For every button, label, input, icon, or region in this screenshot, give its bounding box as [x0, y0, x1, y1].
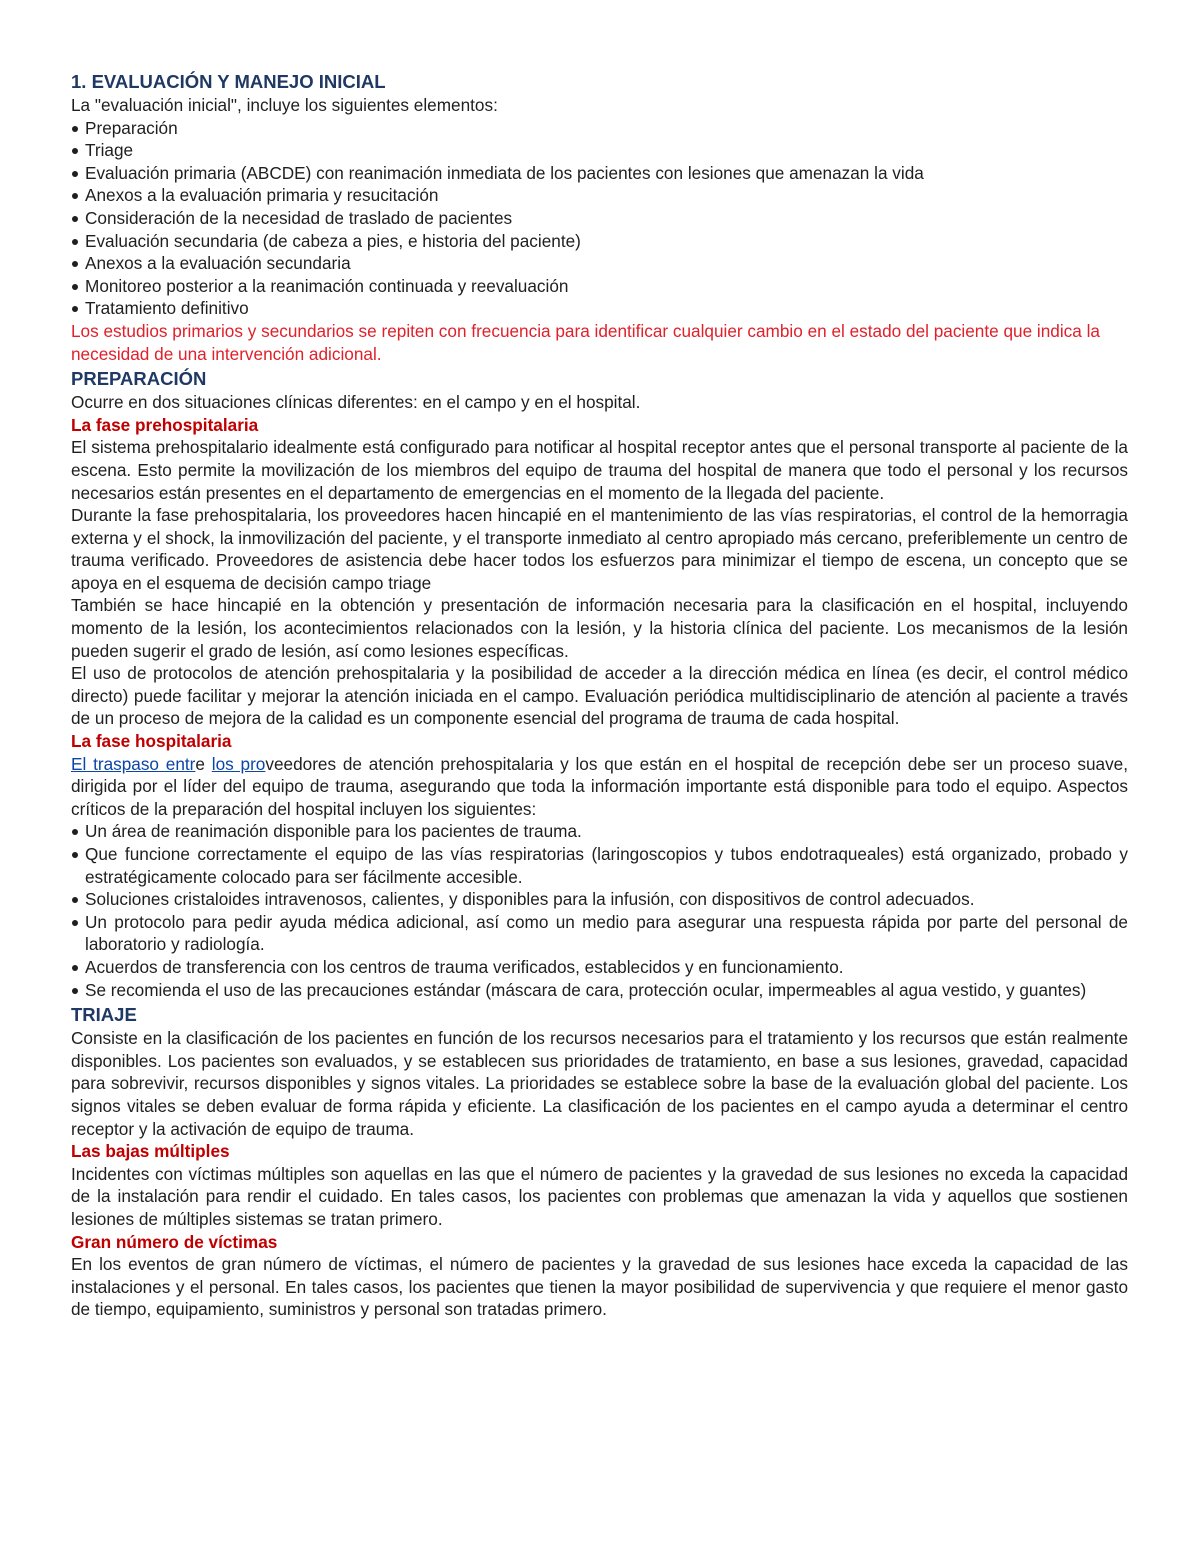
- list-item: Monitoreo posterior a la reanimación continuada y reevaluación: [71, 275, 1128, 298]
- hospital-preparation-list: [71, 820, 1128, 1001]
- text-fragment: e: [195, 753, 212, 774]
- subsection-title-gran-numero: Gran número de víctimas: [71, 1231, 278, 1252]
- paragraph: Durante la fase prehospitalaria, los proveedores hacen hincapié en el mantenimiento de las vías respiratorias, el control de la hemorragia externa y el shock, la inmovilización del paciente, y el transporte inmediato al centro apropiado más cercano, preferiblemente un centro de trauma verificado. Proveedores de asistencia debe hacer todos los esfuerzos para minimizar el tiempo de escena, un concepto que se apoya en el esquema de decisión campo triage: [71, 505, 1128, 593]
- providers-link[interactable]: los pro: [211, 753, 266, 774]
- paragraph: Consiste en la clasificación de los pacientes en función de los recursos necesarios para el tratamiento y los recursos que están realmente disponibles. Los pacientes son evaluados, y se establecen sus prioridades de tratamiento, en base a sus lesiones, gravedad, capacidad para sobrevivir, recursos disponibles y signos vitales. La prioridades se establece sobre la base de la evaluación global del paciente. Los signos vitales se deben evaluar de forma rápida y eficiente. La clasificación de los pacientes en el campo ayuda a determinar el centro receptor y la activación de equipo de trauma.: [71, 1028, 1128, 1139]
- section-title-triaje: TRIAJE: [71, 1004, 137, 1026]
- text-fragment: veedores de atención prehospitalaria y los que están en el hospital de recepción debe ser un proceso suave, dirigida por el líder del equipo de trauma, asegurando que toda la información importante está disponible para todo el equipo. Aspectos críticos de la preparación del hospital incluyen los siguientes:: [71, 753, 1128, 819]
- list-item: Preparación: [71, 117, 1128, 140]
- list-item: Evaluación secundaria (de cabeza a pies, e historia del paciente): [71, 230, 1128, 253]
- preparacion-intro: Ocurre en dos situaciones clínicas diferentes: en el campo y en el hospital.: [71, 392, 641, 413]
- subsection-title-prehospitalaria: La fase prehospitalaria: [71, 414, 259, 435]
- list-item: Un protocolo para pedir ayuda médica adicional, así como un medio para asegurar una respuesta rápida por parte del personal de laboratorio y radiología.: [71, 911, 1128, 956]
- paragraph: El uso de protocolos de atención prehospitalaria y la posibilidad de acceder a la dirección médica en línea (es decir, el control médico directo) puede facilitar y mejorar la atención iniciada en el campo. Evaluación periódica multidisciplinario de atención al paciente a través de un proceso de mejora de la calidad es un componente esencial del programa de trauma de cada hospital.: [71, 663, 1128, 729]
- list-item: Acuerdos de transferencia con los centros de trauma verificados, establecidos y en funcionamiento.: [71, 956, 1128, 979]
- section-title-preparacion: PREPARACIÓN: [71, 368, 207, 390]
- list-item: Anexos a la evaluación secundaria: [71, 252, 1128, 275]
- paragraph: En los eventos de gran número de víctimas, el número de pacientes y la gravedad de sus lesiones hace exceda la capacidad de las instalaciones y el personal. En tales casos, los pacientes que tienen la mayor posibilidad de supervivencia y que requiere el menor gasto de tiempo, equipamiento, suministros y personal son tratadas primero.: [71, 1254, 1128, 1320]
- list-item: Un área de reanimación disponible para los pacientes de trauma.: [71, 820, 1128, 843]
- paragraph: El sistema prehospitalario idealmente está configurado para notificar al hospital receptor antes que el personal transporte al paciente de la escena. Esto permite la movilización de los miembros del equipo de trauma del hospital de manera que todo el personal y los recursos necesarios están presentes en el departamento de emergencias en el momento de la llegada del paciente.: [71, 437, 1128, 503]
- list-item: Anexos a la evaluación primaria y resucitación: [71, 184, 1128, 207]
- hospital-phase-paragraph: [71, 753, 1128, 821]
- subsection-title-hospitalaria: La fase hospitalaria: [71, 731, 232, 752]
- paragraph: Incidentes con víctimas múltiples son aquellas en las que el número de pacientes y la gravedad de sus lesiones no exceda la capacidad de la instalación para rendir el cuidado. En tales casos, los pacientes con problemas que amenazan la vida y aquellos que sostienen lesiones de múltiples sistemas se tratan primero.: [71, 1163, 1128, 1229]
- highlighted-note: Los estudios primarios y secundarios se repiten con frecuencia para identificar cualquier cambio en el estado del paciente que indica la necesidad de una intervención adicional.: [71, 320, 1100, 364]
- list-item: Evaluación primaria (ABCDE) con reanimación inmediata de los pacientes con lesiones que amenazan la vida: [71, 162, 1128, 185]
- subsection-title-bajas-multiples: Las bajas múltiples: [71, 1141, 230, 1162]
- document-page: [71, 70, 1128, 1321]
- evaluation-elements-list: [71, 117, 1128, 320]
- list-item: Tratamiento definitivo: [71, 297, 1128, 320]
- handover-link[interactable]: El traspaso entr: [71, 753, 196, 774]
- section-title-evaluacion: 1. EVALUACIÓN Y MANEJO INICIAL: [71, 71, 386, 92]
- list-item: Se recomienda el uso de las precauciones estándar (máscara de cara, protección ocular, impermeables al agua vestido, y guantes): [71, 979, 1128, 1002]
- list-item: Que funcione correctamente el equipo de las vías respiratorias (laringoscopios y tubos endotraqueales) está organizado, probado y estratégicamente colocado para ser fácilmente accesible.: [71, 843, 1128, 888]
- list-item: Triage: [71, 139, 1128, 162]
- paragraph: También se hace hincapié en la obtención y presentación de información necesaria para la clasificación en el hospital, incluyendo momento de la lesión, los acontecimientos relacionados con la lesión, y la historia clínica del paciente. Los mecanismos de la lesión pueden sugerir el grado de lesión, así como lesiones específicas.: [71, 595, 1128, 661]
- section-intro: La "evaluación inicial", incluye los siguientes elementos:: [71, 95, 498, 115]
- list-item: Soluciones cristaloides intravenosos, calientes, y disponibles para la infusión, con dispositivos de control adecuados.: [71, 888, 1128, 911]
- list-item: Consideración de la necesidad de traslado de pacientes: [71, 207, 1128, 230]
